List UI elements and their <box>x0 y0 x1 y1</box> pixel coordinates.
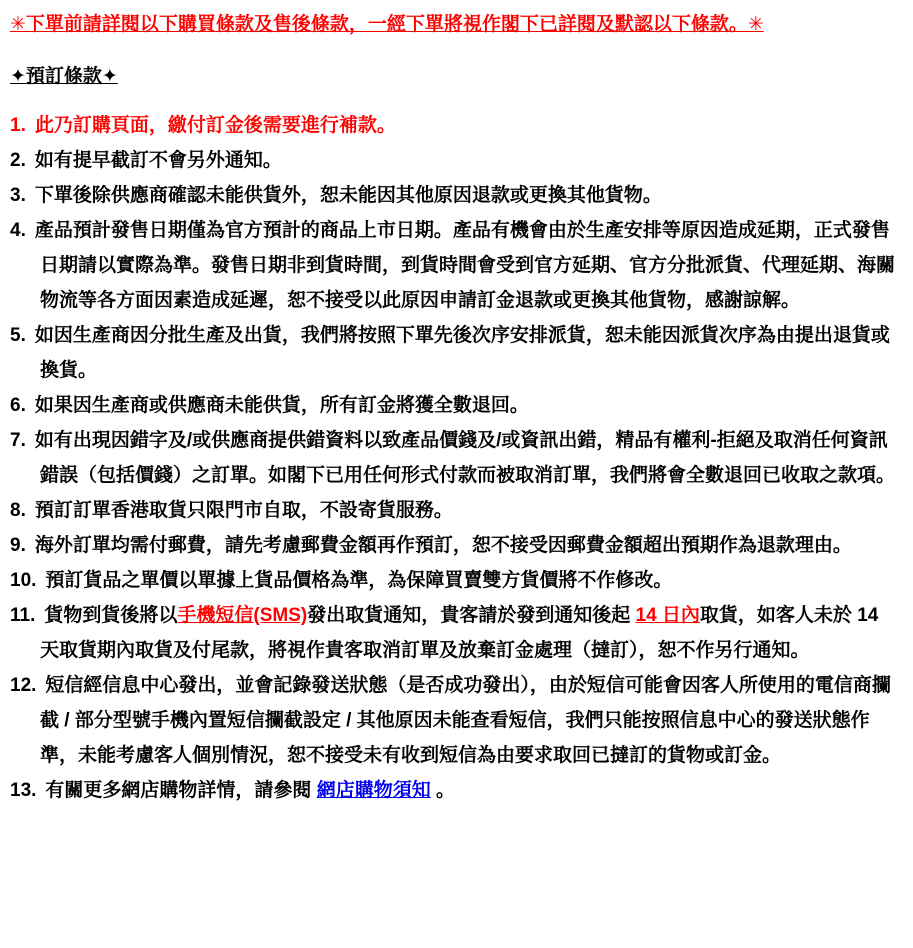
term-number: 1. <box>10 115 26 136</box>
term-item <box>10 493 897 528</box>
term-item <box>10 143 897 178</box>
term-number: 12. <box>10 675 37 696</box>
term-item <box>10 318 897 388</box>
term-number: 2. <box>10 150 26 171</box>
highlight-text: 手機短信(SMS) <box>177 605 308 626</box>
term-item <box>10 108 897 143</box>
term-number: 8. <box>10 500 26 521</box>
term-segment: 此乃訂購頁面，繳付訂金後需要進行補款。 <box>34 115 396 136</box>
term-item <box>10 178 897 213</box>
term-number: 11. <box>10 605 36 626</box>
term-number: 9. <box>10 535 26 556</box>
term-segment: 預訂訂單香港取貨只限門市自取，不設寄貨服務。 <box>34 500 453 521</box>
term-segment: 如果因生產商或供應商未能供貨，所有訂金將獲全數退回。 <box>34 395 529 416</box>
term-number: 6. <box>10 395 26 416</box>
term-item <box>10 598 897 668</box>
section-title: ✦預訂條款✦ <box>10 66 118 87</box>
term-segment: 預訂貨品之單價以單據上貨品價格為準，為保障買賣雙方貨價將不作修改。 <box>45 570 673 591</box>
terms-list <box>10 108 897 808</box>
term-segment: 產品預計發售日期僅為官方預計的商品上市日期。產品有機會由於生產安排等原因造成延期，正式發售日期請以實際為準。發售日期非到貨時間，到貨時間會受到官方延期、官方分批派貨、代理延期、海關物流等各方面因素造成延遲，恕不接受以此原因申請訂金退款或更換其他貨物，感謝諒解。 <box>34 220 896 311</box>
term-item <box>10 773 897 808</box>
term-item <box>10 563 897 598</box>
term-segment: 短信經信息中心發出，並會記錄發送狀態（是否成功發出），由於短信可能會因客人所使用的電信商攔截 / 部分型號手機內置短信攔截設定 / 其他原因未能查看短信，我們只能按照信息中心的發送狀態作準，未能考慮客人個別情況，恕不接受未有收到短信為由要求取回已撻訂的貨物或訂金。 <box>40 675 891 766</box>
term-number: 5. <box>10 325 26 346</box>
highlight-text: 14 日內 <box>635 605 700 626</box>
term-item <box>10 213 897 318</box>
term-segment: 有關更多網店購物詳情，請參閱 <box>45 780 317 801</box>
term-item <box>10 388 897 423</box>
term-number: 3. <box>10 185 26 206</box>
term-item <box>10 423 897 493</box>
term-number: 13. <box>10 780 37 801</box>
shop-guide-link[interactable]: 網店購物須知 <box>316 780 431 801</box>
term-segment: 如因生產商因分批生產及出貨，我們將按照下單先後次序安排派貨，恕未能因派貨次序為由提出退貨或換貨。 <box>34 325 890 381</box>
term-segment: 發出取貨通知，貴客請於發到通知後起 <box>307 605 636 626</box>
purchase-notice: ✳下單前請詳閱以下購買條款及售後條款，一經下單將視作閣下已詳閱及默認以下條款。✳ <box>10 14 764 35</box>
term-segment: 取貨，如客人未於 14 天取貨期內取貨及付尾款，將視作貴客取消訂單及放棄訂金處理（撻訂），恕不作另行通知。 <box>40 605 879 661</box>
term-segment: 。 <box>430 780 455 801</box>
term-number: 4. <box>10 220 26 241</box>
term-segment: 貨物到貨後將以 <box>44 605 178 626</box>
term-number: 10. <box>10 570 37 591</box>
term-number: 7. <box>10 430 26 451</box>
term-segment: 如有出現因錯字及/或供應商提供錯資料以致產品價錢及/或資訊出錯，精品有權利-拒絕及取消任何資訊錯誤（包括價錢）之訂單。如閣下已用任何形式付款而被取消訂單，我們將會全數退回已收取之款項。 <box>34 430 896 486</box>
term-item <box>10 668 897 773</box>
term-item <box>10 528 897 563</box>
term-segment: 如有提早截訂不會另外通知。 <box>34 150 282 171</box>
term-segment: 海外訂單均需付郵費，請先考慮郵費金額再作預訂，恕不接受因郵費金額超出預期作為退款理由。 <box>34 535 852 556</box>
term-segment: 下單後除供應商確認未能供貨外，恕未能因其他原因退款或更換其他貨物。 <box>34 185 662 206</box>
